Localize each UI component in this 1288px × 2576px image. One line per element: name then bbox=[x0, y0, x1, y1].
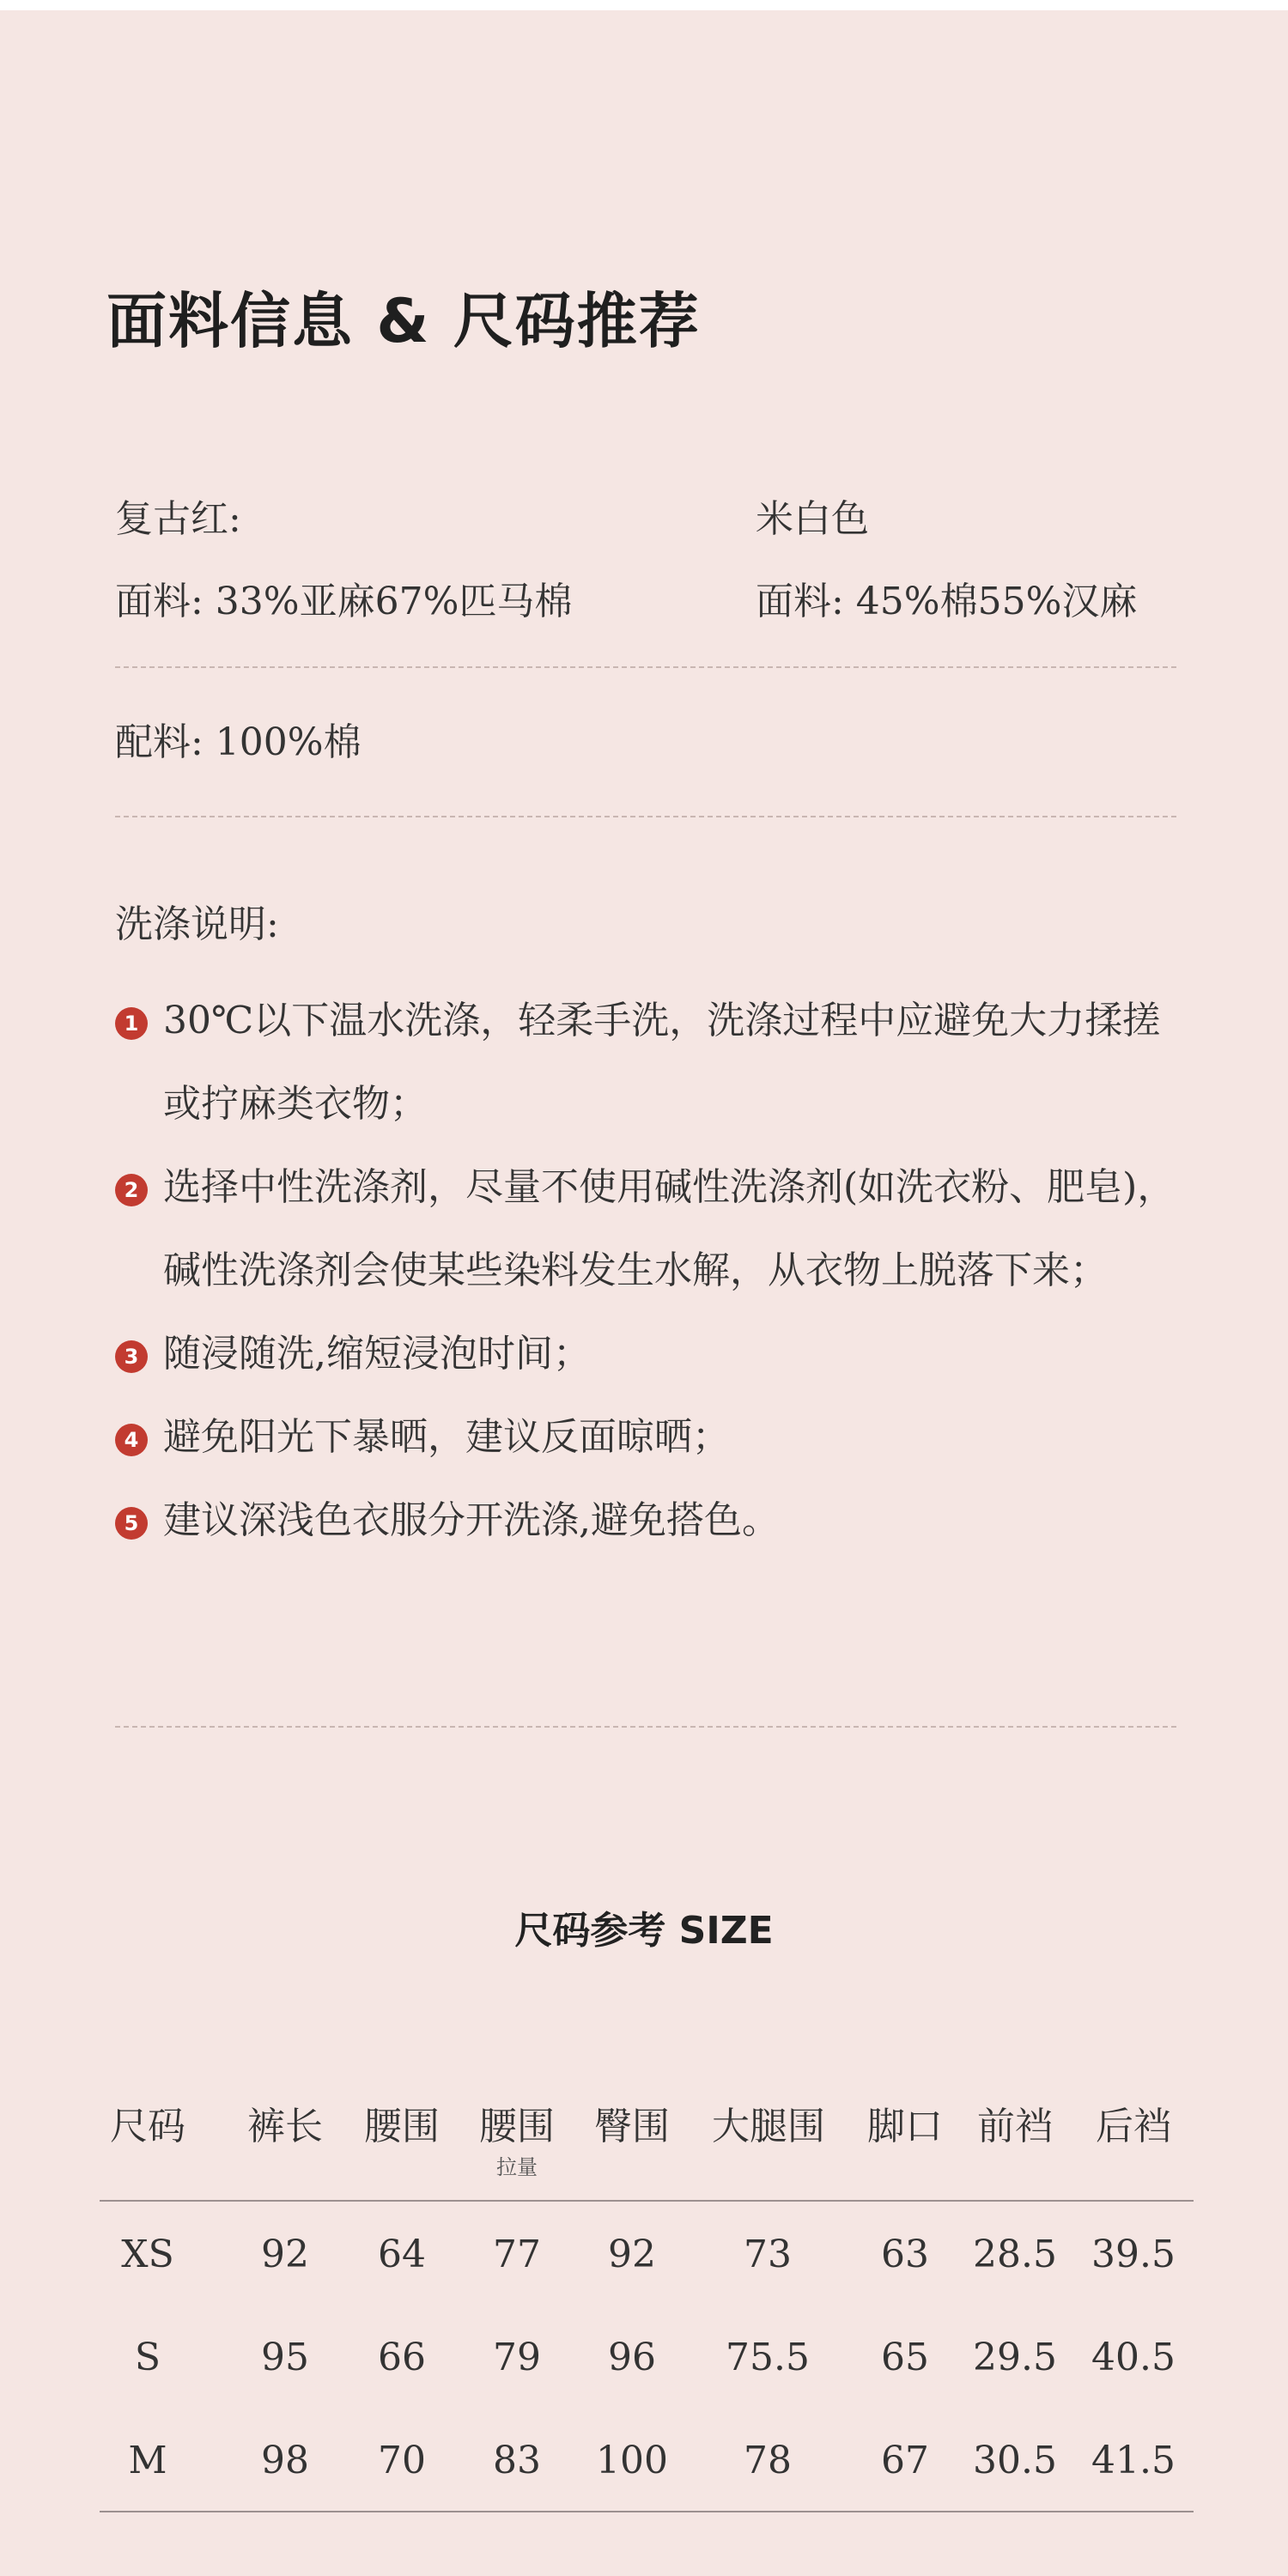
table-cell: 92 bbox=[608, 2233, 656, 2276]
table-cell: 95 bbox=[261, 2336, 309, 2379]
white-color-label: 米白色 bbox=[756, 497, 869, 541]
washing-item-text: 建议深浅色衣服分开洗涤,避免搭色。 bbox=[163, 1498, 780, 1542]
table-cell: 41.5 bbox=[1091, 2439, 1176, 2482]
number-badge-icon: 3 bbox=[115, 1340, 148, 1373]
column-header-note: 拉量 bbox=[496, 2155, 538, 2179]
table-cell: 29.5 bbox=[973, 2336, 1057, 2379]
table-cell: 78 bbox=[744, 2439, 792, 2482]
table-header-row bbox=[100, 2078, 1194, 2202]
column-header: 前裆 bbox=[977, 2105, 1053, 2148]
table-cell: 64 bbox=[378, 2233, 426, 2276]
table-cell: M bbox=[128, 2439, 167, 2482]
size-table bbox=[100, 2078, 1194, 2512]
table-cell: 40.5 bbox=[1091, 2336, 1176, 2379]
table-cell: 73 bbox=[744, 2233, 792, 2276]
red-color-label: 复古红: bbox=[115, 497, 241, 541]
table-cell: 30.5 bbox=[973, 2439, 1057, 2482]
column-header: 大腿围 bbox=[712, 2105, 825, 2148]
table-cell: 83 bbox=[493, 2439, 541, 2482]
washing-item bbox=[115, 979, 1188, 1145]
column-header: 脚口 bbox=[867, 2105, 943, 2148]
table-cell: 77 bbox=[493, 2233, 541, 2276]
table-cell: 63 bbox=[881, 2233, 929, 2276]
table-cell: 65 bbox=[881, 2336, 929, 2379]
table-cell: 66 bbox=[378, 2336, 426, 2379]
table-cell: 70 bbox=[378, 2439, 426, 2482]
table-cell: 79 bbox=[493, 2336, 541, 2379]
washing-item bbox=[115, 1145, 1188, 1312]
table-cell: XS bbox=[121, 2233, 174, 2276]
table-row bbox=[100, 2202, 1194, 2305]
number-badge-icon: 5 bbox=[115, 1507, 148, 1540]
washing-title: 洗涤说明: bbox=[115, 902, 279, 946]
column-header: 尺码 bbox=[110, 2105, 185, 2148]
number-badge-icon: 1 bbox=[115, 1007, 148, 1040]
column-header: 臀围 bbox=[594, 2105, 670, 2148]
table-cell: S bbox=[134, 2336, 161, 2379]
column-header: 腰围 bbox=[479, 2105, 555, 2148]
table-bottom-rule bbox=[100, 2511, 1194, 2512]
washing-item-text: 随浸随洗,缩短浸泡时间； bbox=[163, 1332, 591, 1376]
table-cell: 98 bbox=[261, 2439, 309, 2482]
table-cell: 39.5 bbox=[1091, 2233, 1176, 2276]
column-header: 后裆 bbox=[1096, 2105, 1171, 2148]
washing-item-text: 选择中性洗涤剂，尽量不使用碱性洗涤剂(如洗衣粉、肥皂)，碱性洗涤剂会使某些染料发生水解，从衣物上脱落下来； bbox=[163, 1165, 1176, 1292]
washing-list bbox=[115, 979, 1188, 1562]
number-badge-icon: 4 bbox=[115, 1424, 148, 1456]
number-badge-icon: 2 bbox=[115, 1174, 148, 1206]
divider bbox=[115, 816, 1176, 817]
table-cell: 28.5 bbox=[973, 2233, 1057, 2276]
column-header: 裤长 bbox=[247, 2105, 323, 2148]
column-header: 腰围 bbox=[364, 2105, 440, 2148]
table-cell: 92 bbox=[261, 2233, 309, 2276]
white-fabric-composition: 面料: 45%棉55%汉麻 bbox=[756, 580, 1138, 623]
page-title: 面料信息 & 尺码推荐 bbox=[106, 286, 701, 356]
washing-item-text: 避免阳光下暴晒，建议反面晾晒； bbox=[163, 1415, 730, 1459]
red-fabric-composition: 面料: 33%亚麻67%匹马棉 bbox=[115, 580, 573, 623]
table-cell: 67 bbox=[881, 2439, 929, 2482]
table-cell: 75.5 bbox=[726, 2336, 810, 2379]
washing-item bbox=[115, 1395, 1188, 1479]
accessory-composition: 配料: 100%棉 bbox=[115, 720, 361, 764]
washing-item bbox=[115, 1479, 1188, 1562]
table-cell: 96 bbox=[608, 2336, 656, 2379]
table-cell: 100 bbox=[596, 2439, 668, 2482]
divider bbox=[115, 1726, 1176, 1728]
top-strip bbox=[0, 0, 1288, 10]
size-chart-title: 尺码参考 SIZE bbox=[514, 1909, 774, 1953]
washing-item bbox=[115, 1312, 1188, 1395]
table-row bbox=[100, 2305, 1194, 2408]
washing-item-text: 30℃以下温水洗涤，轻柔手洗，洗涤过程中应避免大力揉搓或拧麻类衣物； bbox=[163, 999, 1161, 1126]
divider bbox=[115, 666, 1176, 668]
table-row bbox=[100, 2408, 1194, 2511]
